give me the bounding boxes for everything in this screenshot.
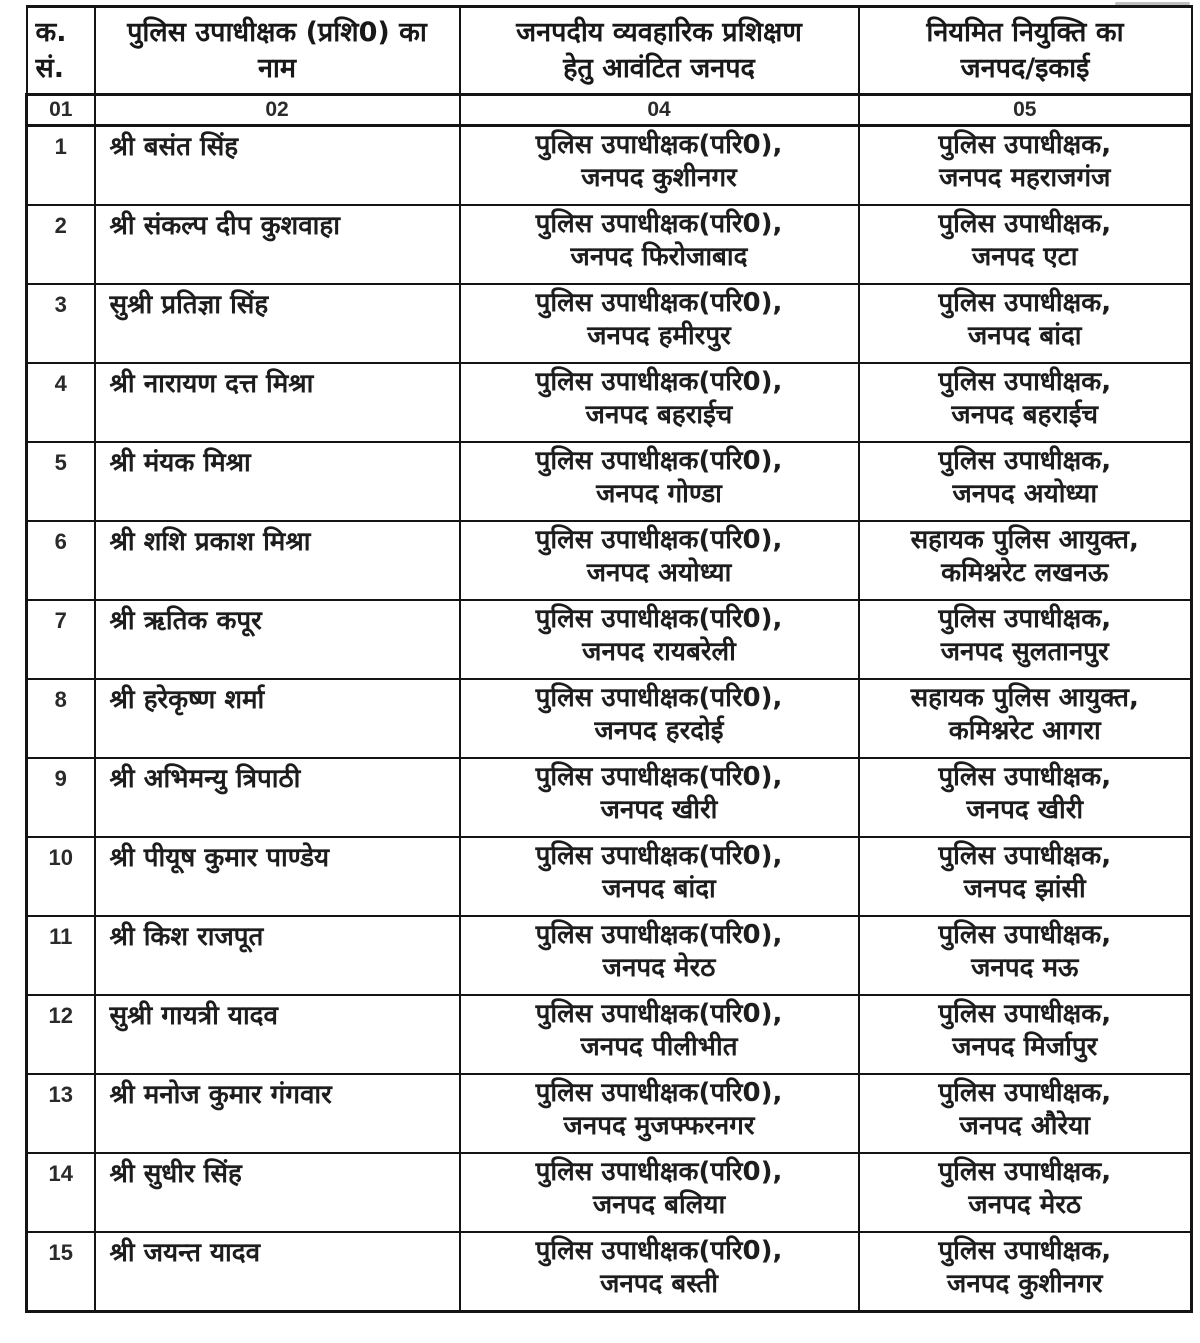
training-district-cell xyxy=(460,1074,859,1153)
cell-line: जनपद अयोध्या xyxy=(952,479,1098,509)
serial-number-cell: 15 xyxy=(27,1232,95,1312)
serial-number-cell: 4 xyxy=(27,363,95,442)
cell-line: पुलिस उपाधीक्षक(परि0), xyxy=(535,1078,783,1108)
header-line: हेतु आवंटित जनपद xyxy=(563,52,755,84)
cell-line: पुलिस उपाधीक्षक(परि0), xyxy=(535,1157,783,1187)
serial-number-cell: 5 xyxy=(27,442,95,521)
header-serial-number xyxy=(27,7,95,95)
serial-number-cell: 6 xyxy=(27,521,95,600)
cell-line: जनपद खीरी xyxy=(600,795,718,825)
header-line: जनपदीय व्यवहारिक प्रशिक्षण xyxy=(516,16,802,48)
training-district-cell xyxy=(460,600,859,679)
officer-name-cell: श्री ऋतिक कपूर xyxy=(95,600,460,679)
cell-line: पुलिस उपाधीक्षक(परि0), xyxy=(535,367,783,397)
cell-line: पुलिस उपाधीक्षक(परि0), xyxy=(535,841,783,871)
cell-line: पुलिस उपाधीक्षक(परि0), xyxy=(535,920,783,950)
cell-line: जनपद मिर्जापुर xyxy=(952,1032,1098,1062)
regular-posting-cell xyxy=(859,1232,1192,1312)
cell-line: पुलिस उपाधीक्षक(परि0), xyxy=(535,209,783,239)
cell-line: जनपद कुशीनगर xyxy=(947,1269,1103,1299)
cell-line: जनपद महराजगंज xyxy=(939,163,1111,193)
training-district-cell xyxy=(460,442,859,521)
officer-name-cell: श्री किश राजपूत xyxy=(95,916,460,995)
cell-line: जनपद कुशीनगर xyxy=(581,163,737,193)
cell-line: पुलिस उपाधीक्षक, xyxy=(938,920,1112,950)
regular-posting-cell xyxy=(859,600,1192,679)
regular-posting-cell xyxy=(859,1153,1192,1232)
regular-posting-cell xyxy=(859,205,1192,284)
serial-number-cell: 13 xyxy=(27,1074,95,1153)
cell-line: जनपद बलिया xyxy=(592,1190,726,1220)
cell-line: पुलिस उपाधीक्षक, xyxy=(938,209,1112,239)
training-district-cell xyxy=(460,284,859,363)
regular-posting-cell xyxy=(859,758,1192,837)
header-line: नाम xyxy=(257,52,297,84)
serial-number-cell: 7 xyxy=(27,600,95,679)
regular-posting-cell xyxy=(859,679,1192,758)
cell-line: सहायक पुलिस आयुक्त, xyxy=(910,683,1139,713)
serial-number-cell: 9 xyxy=(27,758,95,837)
cell-line: पुलिस उपाधीक्षक, xyxy=(938,999,1112,1029)
cell-line: पुलिस उपाधीक्षक(परि0), xyxy=(535,762,783,792)
cell-line: जनपद पीलीभीत xyxy=(580,1032,738,1062)
cell-line: पुलिस उपाधीक्षक(परि0), xyxy=(535,1236,783,1266)
cell-line: कमिश्नरेट आगरा xyxy=(948,716,1101,746)
table-row xyxy=(27,1232,1192,1312)
regular-posting-cell xyxy=(859,521,1192,600)
cell-line: पुलिस उपाधीक्षक, xyxy=(938,1157,1112,1187)
officer-name-cell: श्री नारायण दत्त मिश्रा xyxy=(95,363,460,442)
header-officer-name xyxy=(95,7,460,95)
officers-posting-table xyxy=(25,5,1193,1313)
header-line: पुलिस उपाधीक्षक (प्रशि0) का xyxy=(127,16,427,48)
cell-line: जनपद बांदा xyxy=(968,321,1082,351)
officer-name-cell: श्री हरेकृष्ण शर्मा xyxy=(95,679,460,758)
cell-line: जनपद औरेया xyxy=(959,1111,1090,1141)
table-row xyxy=(27,521,1192,600)
header-regular-posting xyxy=(859,7,1192,95)
training-district-cell xyxy=(460,995,859,1074)
header-line: सं. xyxy=(35,52,65,84)
cell-line: जनपद हरदोई xyxy=(594,716,724,746)
cell-line: पुलिस उपाधीक्षक, xyxy=(938,841,1112,871)
officer-name-cell: श्री बसंत सिंह xyxy=(95,126,460,206)
header-line: जनपद/इकाई xyxy=(960,52,1090,84)
regular-posting-cell xyxy=(859,126,1192,206)
officer-name-cell: श्री शशि प्रकाश मिश्रा xyxy=(95,521,460,600)
cell-line: पुलिस उपाधीक्षक(परि0), xyxy=(535,604,783,634)
table-row xyxy=(27,995,1192,1074)
table-row xyxy=(27,679,1192,758)
header-row xyxy=(27,7,1192,95)
column-number: 04 xyxy=(460,95,859,126)
table-row xyxy=(27,363,1192,442)
header-line: क. xyxy=(35,16,67,48)
table-row xyxy=(27,284,1192,363)
cell-line: जनपद मेरठ xyxy=(968,1190,1082,1220)
regular-posting-cell xyxy=(859,1074,1192,1153)
cell-line: जनपद अयोध्या xyxy=(586,558,732,588)
officer-name-cell: सुश्री प्रतिज्ञा सिंह xyxy=(95,284,460,363)
table-row xyxy=(27,1074,1192,1153)
training-district-cell xyxy=(460,837,859,916)
cell-line: पुलिस उपाधीक्षक, xyxy=(938,604,1112,634)
training-district-cell xyxy=(460,521,859,600)
regular-posting-cell xyxy=(859,837,1192,916)
regular-posting-cell xyxy=(859,284,1192,363)
cell-line: जनपद खीरी xyxy=(966,795,1084,825)
serial-number-cell: 8 xyxy=(27,679,95,758)
cell-line: पुलिस उपाधीक्षक(परि0), xyxy=(535,446,783,476)
cell-line: जनपद फिरोजाबाद xyxy=(570,242,748,272)
cell-line: जनपद झांसी xyxy=(963,874,1086,904)
training-district-cell xyxy=(460,363,859,442)
cell-line: पुलिस उपाधीक्षक, xyxy=(938,288,1112,318)
table-row xyxy=(27,442,1192,521)
cell-line: जनपद मऊ xyxy=(971,953,1079,983)
regular-posting-cell xyxy=(859,363,1192,442)
cell-line: जनपद बहराईच xyxy=(585,400,733,430)
training-district-cell xyxy=(460,205,859,284)
table-row xyxy=(27,837,1192,916)
cell-line: जनपद बांदा xyxy=(602,874,716,904)
table-body xyxy=(27,126,1192,1312)
training-district-cell xyxy=(460,1232,859,1312)
serial-number-cell: 3 xyxy=(27,284,95,363)
regular-posting-cell xyxy=(859,442,1192,521)
cell-line: पुलिस उपाधीक्षक, xyxy=(938,1078,1112,1108)
cell-line: जनपद बहराईच xyxy=(951,400,1099,430)
regular-posting-cell xyxy=(859,916,1192,995)
serial-number-cell: 11 xyxy=(27,916,95,995)
officer-name-cell: श्री सुधीर सिंह xyxy=(95,1153,460,1232)
cell-line: पुलिस उपाधीक्षक, xyxy=(938,367,1112,397)
cell-line: पुलिस उपाधीक्षक, xyxy=(938,446,1112,476)
scan-artifact-line xyxy=(1115,2,1190,5)
cell-line: पुलिस उपाधीक्षक(परि0), xyxy=(535,525,783,555)
cell-line: सहायक पुलिस आयुक्त, xyxy=(910,525,1139,555)
table-row xyxy=(27,600,1192,679)
column-number: 02 xyxy=(95,95,460,126)
training-district-cell xyxy=(460,1153,859,1232)
officer-name-cell: श्री मंयक मिश्रा xyxy=(95,442,460,521)
officer-name-cell: श्री मनोज कुमार गंगवार xyxy=(95,1074,460,1153)
serial-number-cell: 12 xyxy=(27,995,95,1074)
column-number-row xyxy=(27,95,1192,126)
serial-number-cell: 10 xyxy=(27,837,95,916)
cell-line: पुलिस उपाधीक्षक(परि0), xyxy=(535,130,783,160)
officer-name-cell: सुश्री गायत्री यादव xyxy=(95,995,460,1074)
training-district-cell xyxy=(460,126,859,206)
training-district-cell xyxy=(460,679,859,758)
serial-number-cell: 1 xyxy=(27,126,95,206)
table-row xyxy=(27,205,1192,284)
cell-line: पुलिस उपाधीक्षक, xyxy=(938,1236,1112,1266)
training-district-cell xyxy=(460,758,859,837)
cell-line: जनपद मेरठ xyxy=(602,953,716,983)
header-line: नियमित नियुक्ति का xyxy=(926,16,1124,48)
cell-line: पुलिस उपाधीक्षक(परि0), xyxy=(535,999,783,1029)
column-number: 01 xyxy=(27,95,95,126)
cell-line: कमिश्नरेट लखनऊ xyxy=(941,558,1109,588)
table-row xyxy=(27,758,1192,837)
cell-line: जनपद रायबरेली xyxy=(582,637,736,667)
cell-line: जनपद मुजफ्फरनगर xyxy=(563,1111,755,1141)
officer-name-cell: श्री संकल्प दीप कुशवाहा xyxy=(95,205,460,284)
officer-name-cell: श्री जयन्त यादव xyxy=(95,1232,460,1312)
table-row xyxy=(27,916,1192,995)
table-row xyxy=(27,126,1192,206)
training-district-cell xyxy=(460,916,859,995)
serial-number-cell: 2 xyxy=(27,205,95,284)
table-row xyxy=(27,1153,1192,1232)
cell-line: जनपद सुलतानपुर xyxy=(940,637,1109,667)
cell-line: पुलिस उपाधीक्षक, xyxy=(938,762,1112,792)
cell-line: जनपद बस्ती xyxy=(600,1269,718,1299)
serial-number-cell: 14 xyxy=(27,1153,95,1232)
column-number: 05 xyxy=(859,95,1192,126)
cell-line: जनपद गोण्डा xyxy=(596,479,722,509)
regular-posting-cell xyxy=(859,995,1192,1074)
cell-line: पुलिस उपाधीक्षक, xyxy=(938,130,1112,160)
officer-name-cell: श्री पीयूष कुमार पाण्डेय xyxy=(95,837,460,916)
cell-line: पुलिस उपाधीक्षक(परि0), xyxy=(535,683,783,713)
officer-name-cell: श्री अभिमन्यु त्रिपाठी xyxy=(95,758,460,837)
cell-line: जनपद एटा xyxy=(971,242,1078,272)
cell-line: पुलिस उपाधीक्षक(परि0), xyxy=(535,288,783,318)
cell-line: जनपद हमीरपुर xyxy=(587,321,731,351)
header-training-district xyxy=(460,7,859,95)
